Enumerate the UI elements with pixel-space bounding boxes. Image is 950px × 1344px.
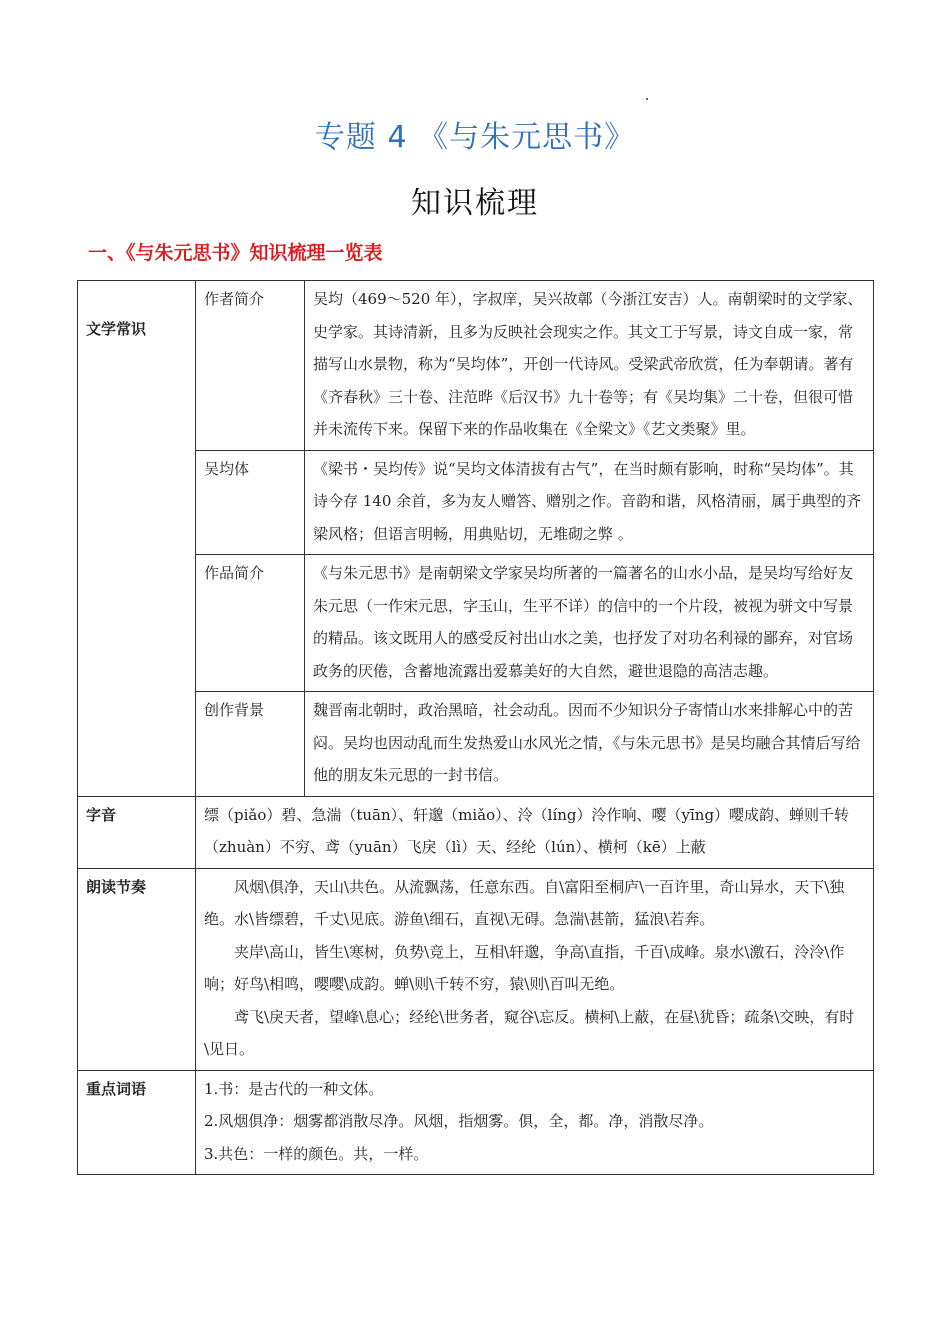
keyword-item: 1.书：是古代的一种文体。 [204,1079,384,1098]
category-label-keywords: 重点词语 [78,1070,196,1175]
keywords-cell [196,1070,874,1175]
category-label-rhythm: 朗读节奏 [78,868,196,1070]
cell-content: 魏晋南北朝时，政治黑暗，社会动乱。因而不少知识分子寄情山水来排解心中的苦闷。吴均也因动乱而生发热爱山水风光之情，《与朱元思书》是吴均融合其情后写给他的朋友朱元思的一封书信。 [305,692,874,797]
table-row [78,692,874,797]
cell-content: 缥（piǎo）碧、急湍（tuān）、轩邈（miǎo）、泠（líng）泠作响、嘤（yīng）嘤成韵、蝉则千转（zhuàn）不穷、鸢（yuān）飞戾（lì）天、经纶（lún）、横柯（kē）上蔽 [196,796,874,868]
category-label-literary: 文学常识 [78,281,196,797]
table-row [78,868,874,1070]
keyword-item: 3.共色：一样的颜色。共，一样。 [204,1144,429,1163]
keyword-item: 2.风烟俱净：烟雾都消散尽净。风烟，指烟雾。俱，全，都。净，消散尽净。 [204,1112,714,1130]
subcategory-label: 作者简介 [196,281,305,451]
cell-content: 吴均（469～520 年），字叔庠，吴兴故鄣（今浙江安吉）人。南朝梁时的文学家、史学家。其诗清新，且多为反映社会现实之作。其文工于写景，诗文自成一家，常描写山水景物，称为“吴均体”，开创一代诗风。受梁武帝欣赏，任为奉朝请。著有《齐春秋》三十卷、注范晔《后汉书》九十卷等；有《吴均集》二十卷，但很可惜并未流传下来。保留下来的作品收集在《全梁文》《艺文类聚》里。 [305,281,874,451]
rhythm-paragraph: 风烟\俱净，天山\共色。从流飘荡，任意东西。自\富阳至桐庐\一百许里，奇山异水，天下\独绝。水\皆缥碧，千丈\见底。游鱼\细石，直视\无碍。急湍\甚箭，猛浪\若奔。 [204,877,845,928]
section-heading: 一、《与朱元思书》知识梳理一览表 [88,242,383,264]
cell-content: 《梁书・吴均传》说“吴均文体清拔有古气”，在当时颇有影响，时称“吴均体”。其诗今存 140 余首，多为友人赠答、赠别之作。音韵和谐，风格清丽，属于典型的齐梁风格；但语言明畅，用典贴切，无堆砌之弊 。 [305,450,874,555]
knowledge-table [77,280,874,1175]
category-label-pronunciation: 字音 [78,796,196,868]
page-subtitle: 知识梳理 [411,186,539,221]
table-row [78,1070,874,1175]
stray-dot [646,98,648,100]
table-row [78,450,874,555]
rhythm-paragraph: 夹岸\高山，皆生\寒树，负势\竞上，互相\轩邈，争高\直指，千百\成峰。泉水\激石，泠泠\作响；好鸟\相鸣，嘤嘤\成韵。蝉\则\千转不穷，猿\则\百叫无绝。 [204,942,845,993]
subcategory-label: 吴均体 [196,450,305,555]
table-row [78,796,874,868]
subcategory-label: 创作背景 [196,692,305,797]
rhythm-paragraph: 鸢飞\戾天者，望峰\息心；经纶\世务者，窥谷\忘反。横柯\上蔽，在昼\犹昏；疏条\交映，有时\见日。 [204,1007,855,1058]
table-row [78,281,874,451]
table-row [78,555,874,692]
subcategory-label: 作品简介 [196,555,305,692]
page-title: 专题 4 《与朱元思书》 [314,120,636,155]
rhythm-cell [196,868,874,1070]
cell-content: 《与朱元思书》是南朝梁文学家吴均所著的一篇著名的山水小品，是吴均写给好友朱元思（一作宋元思，字玉山，生平不详）的信中的一个片段，被视为骈文中写景的精品。该文既用人的感受反衬出山水之美，也抒发了对功名利禄的鄙弃，对官场政务的厌倦，含蓄地流露出爱慕美好的大自然，避世退隐的高洁志趣。 [305,555,874,692]
